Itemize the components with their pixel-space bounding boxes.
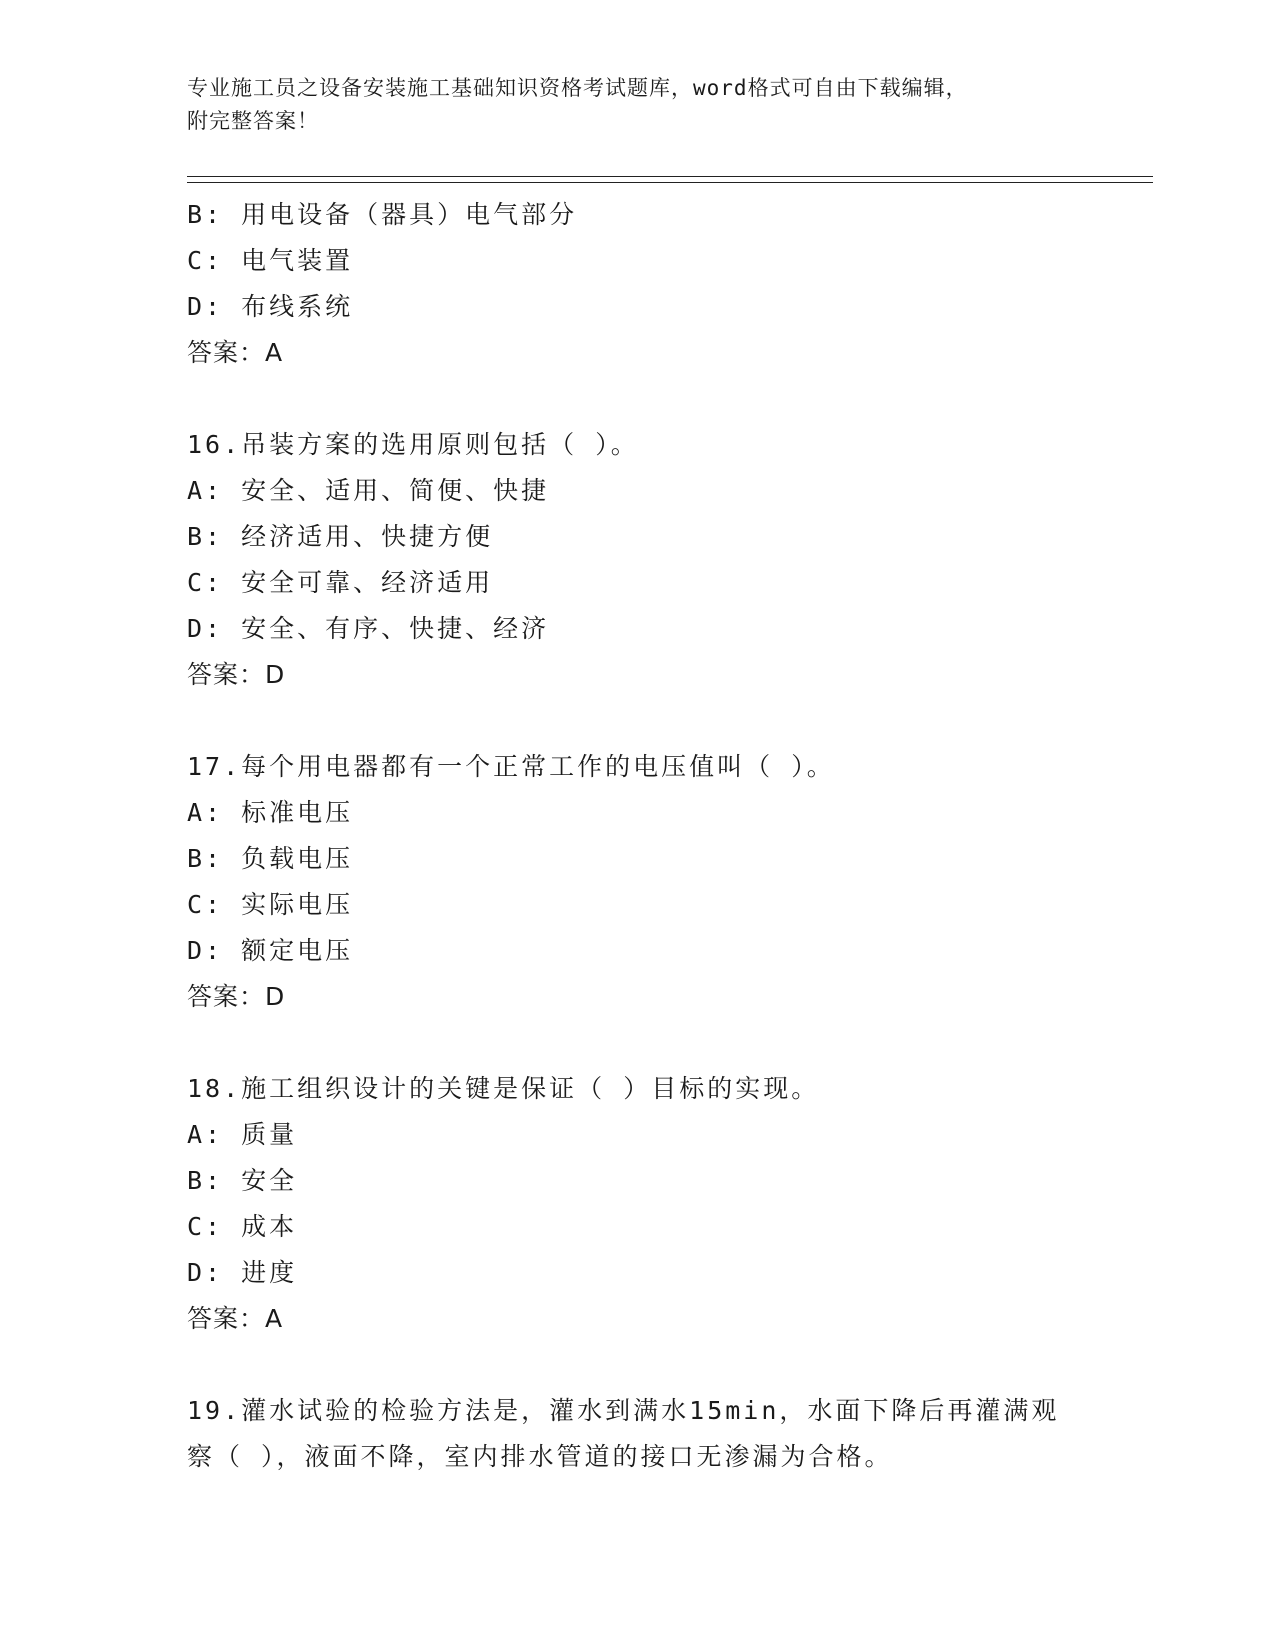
option-b: B: 安全 xyxy=(187,1166,298,1195)
spacer xyxy=(187,698,1087,744)
option-b: B: 经济适用、快捷方便 xyxy=(187,522,494,551)
header-divider xyxy=(187,176,1153,183)
question-16: 16.吊装方案的选用原则包括（ ）。 xyxy=(187,430,639,459)
option-c: C: 实际电压 xyxy=(187,890,354,919)
document-header xyxy=(187,72,1067,138)
option-d: D: 布线系统 xyxy=(187,292,354,321)
answer-line: 答案：D xyxy=(187,660,286,689)
header-line-2: 附完整答案！ xyxy=(187,109,319,133)
header-line-1: 专业施工员之设备安装施工基础知识资格考试题库，word格式可自由下载编辑， xyxy=(187,76,968,100)
option-a: A: 安全、适用、简便、快捷 xyxy=(187,476,550,505)
question-17: 17.每个用电器都有一个正常工作的电压值叫（ ）。 xyxy=(187,752,835,781)
option-c: C: 成本 xyxy=(187,1212,298,1241)
option-d: D: 安全、有序、快捷、经济 xyxy=(187,614,550,643)
question-list xyxy=(187,192,1087,1480)
answer-line: 答案：D xyxy=(187,982,286,1011)
option-d: D: 进度 xyxy=(187,1258,298,1287)
question-18: 18.施工组织设计的关键是保证（ ）目标的实现。 xyxy=(187,1074,820,1103)
option-a: A: 质量 xyxy=(187,1120,298,1149)
option-b: B: 用电设备（器具）电气部分 xyxy=(187,200,578,229)
question-19-continued: 察（ ），液面不降，室内排水管道的接口无渗漏为合格。 xyxy=(187,1442,893,1471)
option-d: D: 额定电压 xyxy=(187,936,354,965)
option-c: C: 电气装置 xyxy=(187,246,354,275)
spacer xyxy=(187,1342,1087,1388)
option-a: A: 标准电压 xyxy=(187,798,354,827)
option-c: C: 安全可靠、经济适用 xyxy=(187,568,494,597)
spacer xyxy=(187,376,1087,422)
answer-line: 答案：A xyxy=(187,338,284,367)
option-b: B: 负载电压 xyxy=(187,844,354,873)
answer-line: 答案：A xyxy=(187,1304,284,1333)
question-19: 19.灌水试验的检验方法是，灌水到满水15min，水面下降后再灌满观 xyxy=(187,1396,1060,1425)
spacer xyxy=(187,1020,1087,1066)
